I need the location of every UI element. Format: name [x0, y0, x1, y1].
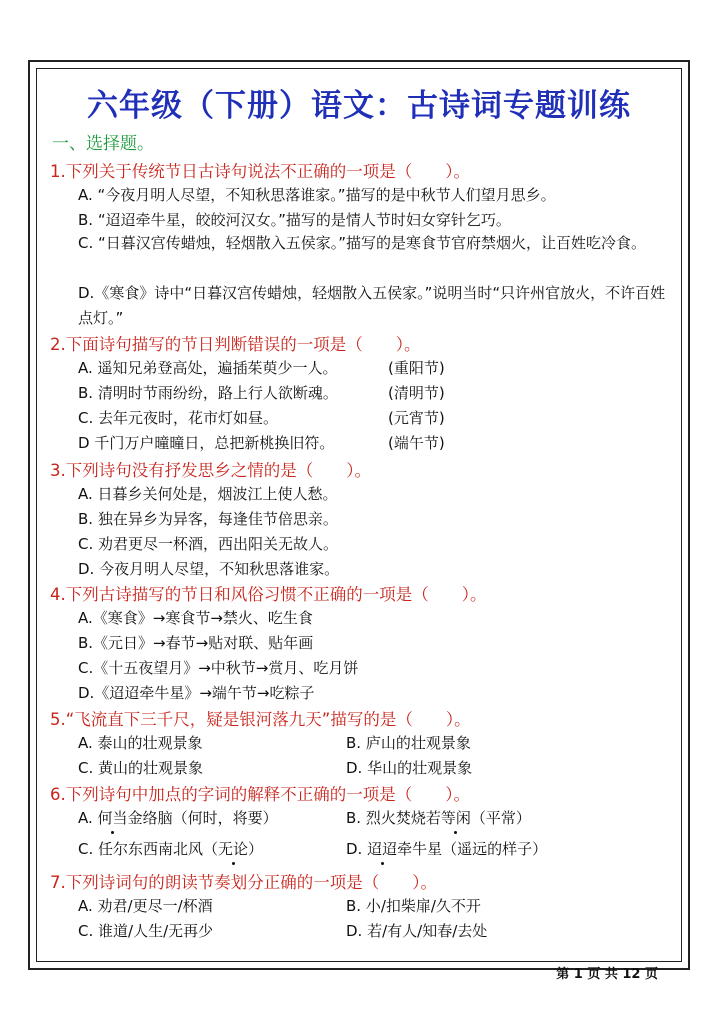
- question-6-stem: 6.下列诗句中加点的字词的解释不正确的一项是（ ）。: [50, 785, 470, 804]
- question-2-option-d-festival: (端午节): [388, 434, 445, 452]
- question-3-stem: 3.下列诗句没有抒发思乡之情的是（ ）。: [50, 461, 371, 480]
- question-4-option-a: A.《寒食》→寒食节→禁火、吃生食: [78, 609, 313, 627]
- question-3-option-c: C. 劝君更尽一杯酒，西出阳关无故人。: [78, 535, 339, 553]
- question-4-option-b: B.《元日》→春节→贴对联、贴年画: [78, 634, 314, 652]
- question-2-option-b-festival: (清明节): [388, 384, 445, 402]
- page-title: 六年级（下册）语文：古诗词专题训练: [87, 88, 631, 124]
- question-7-option-b: B. 小/扣柴扉/久不开: [346, 897, 481, 915]
- question-2-option-c: C. 去年元夜时，花市灯如昼。: [78, 409, 279, 427]
- question-2-option-d: D 千门万户曈曈日，总把新桃换旧符。: [78, 434, 335, 452]
- question-2-stem: 2.下面诗句描写的节日判断错误的一项是（ ）。: [50, 335, 421, 354]
- question-3-option-d: D. 今夜月明人尽望，不知秋思落谁家。: [78, 560, 340, 578]
- question-4-stem: 4.下列古诗描写的节日和风俗习惯不正确的一项是（ ）。: [50, 585, 487, 604]
- question-7-stem: 7.下列诗词句的朗读节奏划分正确的一项是（ ）。: [50, 873, 437, 892]
- question-1-option-b: B. “迢迢牵牛星，皎皎河汉女。”描写的是情人节时妇女穿针乞巧。: [78, 211, 511, 229]
- question-7-option-a: A. 劝君/更尽一/杯酒: [78, 897, 213, 915]
- question-5-option-c: C. 黄山的壮观景象: [78, 759, 204, 777]
- question-6-option-b: B. 烈火焚烧若等闲（平常）: [346, 809, 531, 827]
- dotted-word: 无论: [218, 840, 249, 858]
- question-5-option-a: A. 泰山的壮观景象: [78, 734, 203, 752]
- page-number: 第 1 页 共 12 页: [556, 967, 658, 982]
- question-4-option-d: D.《迢迢牵牛星》→端午节→吃粽子: [78, 684, 315, 702]
- question-2-option-c-festival: (元宵节): [388, 409, 445, 427]
- question-1-option-a: A. “今夜月明人尽望，不知秋思落谁家。”描写的是中秋节人们望月思乡。: [78, 186, 556, 204]
- question-3-option-b: B. 独在异乡为异客，每逢佳节倍思亲。: [78, 510, 338, 528]
- question-6-option-a: A. 何当金络脑（何时，将要）: [78, 809, 278, 827]
- question-5-option-d: D. 华山的壮观景象: [346, 759, 473, 777]
- dotted-word: 迢迢: [367, 840, 398, 858]
- section-heading: 一、选择题。: [52, 134, 154, 154]
- question-7-option-d: D. 若/有人/知春/去处: [346, 922, 488, 940]
- question-2-option-a: A. 遥知兄弟登高处，遍插茱萸少一人。: [78, 359, 338, 377]
- question-7-option-c: C. 谁道/人生/无再少: [78, 922, 214, 940]
- question-5-stem: 5.“飞流直下三千尺，疑是银河落九天”描写的是（ ）。: [50, 710, 471, 729]
- question-2-option-a-festival: (重阳节): [388, 359, 445, 377]
- question-1-option-d: D.《寒食》诗中“日暮汉宫传蜡烛，轻烟散入五侯家。”说明当时“只许州官放火，不许百姓点灯。”: [78, 284, 666, 327]
- question-3-option-a: A. 日暮乡关何处是，烟波江上使人愁。: [78, 485, 338, 503]
- question-4-option-c: C.《十五夜望月》→中秋节→赏月、吃月饼: [78, 659, 359, 677]
- question-6-option-c: C. 任尔东西南北风（无论）: [78, 840, 264, 858]
- question-1-stem: 1.下列关于传统节日古诗句说法不正确的一项是（ ）。: [50, 162, 470, 181]
- question-2-option-b: B. 清明时节雨纷纷，路上行人欲断魂。: [78, 384, 338, 402]
- question-6-option-d: D. 迢迢牵牛星（遥远的样子）: [346, 840, 548, 858]
- dotted-word: 何当: [97, 809, 128, 827]
- dotted-word: 等闲: [440, 809, 471, 827]
- question-5-option-b: B. 庐山的壮观景象: [346, 734, 471, 752]
- question-1-option-c: C. “日暮汉宫传蜡烛，轻烟散入五侯家。”描写的是寒食节官府禁烟火，让百姓吃冷食。: [78, 234, 647, 252]
